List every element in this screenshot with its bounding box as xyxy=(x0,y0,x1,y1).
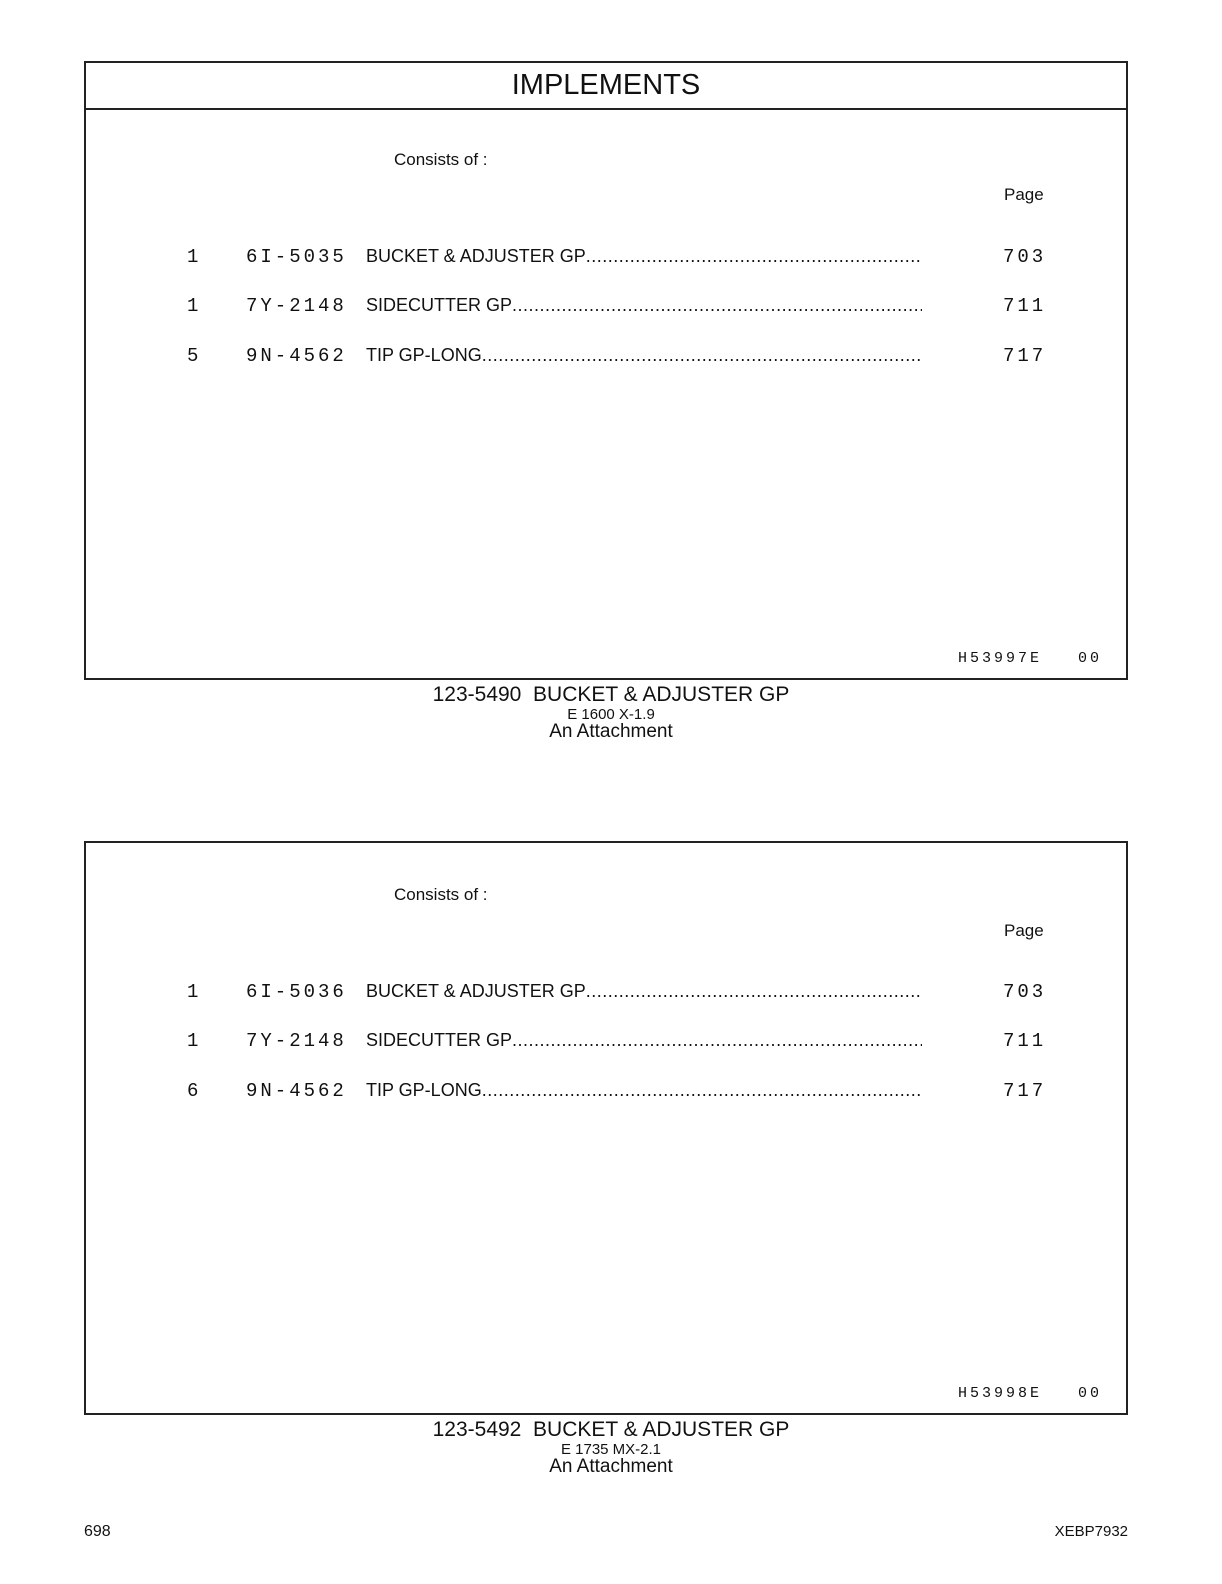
item-part-number[interactable]: 7Y-2148 xyxy=(246,295,347,317)
parts-row xyxy=(86,246,1126,270)
page-column-header: Page xyxy=(1004,185,1044,204)
item-page-ref[interactable]: 703 xyxy=(1003,981,1047,1003)
parts-row xyxy=(86,1030,1126,1054)
item-qty: 1 xyxy=(187,1030,199,1052)
item-part-number[interactable]: 9N-4562 xyxy=(246,1080,347,1102)
illustration-id: H53997E 00 xyxy=(957,650,1102,667)
item-part-number[interactable]: 6I-5036 xyxy=(246,981,347,1003)
item-description: BUCKET & ADJUSTER GP ..... xyxy=(366,981,922,1002)
consists-of-label: Consists of : xyxy=(394,150,488,169)
item-description: BUCKET & ADJUSTER GP ..... xyxy=(366,246,922,267)
item-qty: 6 xyxy=(187,1080,199,1102)
group-caption-1 xyxy=(0,683,1222,742)
parts-group-box-1 xyxy=(84,61,1128,680)
caption-title: 123-5490 BUCKET & ADJUSTER GP xyxy=(432,683,790,706)
item-qty: 1 xyxy=(187,295,199,317)
item-qty: 1 xyxy=(187,981,199,1003)
item-part-number[interactable]: 9N-4562 xyxy=(246,345,347,367)
item-page-ref[interactable]: 703 xyxy=(1003,246,1047,268)
parts-row xyxy=(86,295,1126,319)
item-description: TIP GP-LONG ..... xyxy=(366,345,922,366)
item-page-ref[interactable]: 717 xyxy=(1003,1080,1047,1102)
item-page-ref[interactable]: 711 xyxy=(1003,1030,1047,1052)
page-column-header: Page xyxy=(1004,921,1044,940)
item-page-ref[interactable]: 711 xyxy=(1003,295,1047,317)
caption-title: 123-5492 BUCKET & ADJUSTER GP xyxy=(432,1418,790,1441)
item-qty: 1 xyxy=(187,246,199,268)
item-description: TIP GP-LONG ..... xyxy=(366,1080,922,1101)
document-id: XEBP7932 xyxy=(1054,1523,1128,1540)
parts-group-box-2 xyxy=(84,841,1128,1415)
parts-row xyxy=(86,981,1126,1005)
item-page-ref[interactable]: 717 xyxy=(1003,345,1047,367)
group-caption-2 xyxy=(0,1418,1222,1477)
caption-serial: E 1600 X-1.9 xyxy=(567,706,655,723)
item-part-number[interactable]: 6I-5035 xyxy=(246,246,347,268)
item-description: SIDECUTTER GP ..... xyxy=(366,295,922,316)
caption-subtitle: An Attachment xyxy=(549,1456,673,1477)
page-number: 698 xyxy=(84,1523,111,1540)
illustration-id: H53998E 00 xyxy=(957,1385,1102,1402)
caption-serial: E 1735 MX-2.1 xyxy=(560,1441,662,1458)
item-qty: 5 xyxy=(187,345,199,367)
section-title: IMPLEMENTS xyxy=(86,63,1126,110)
consists-of-label: Consists of : xyxy=(394,885,488,904)
parts-row xyxy=(86,345,1126,369)
caption-subtitle: An Attachment xyxy=(549,721,673,742)
item-description: SIDECUTTER GP ..... xyxy=(366,1030,922,1051)
item-part-number[interactable]: 7Y-2148 xyxy=(246,1030,347,1052)
parts-row xyxy=(86,1080,1126,1104)
